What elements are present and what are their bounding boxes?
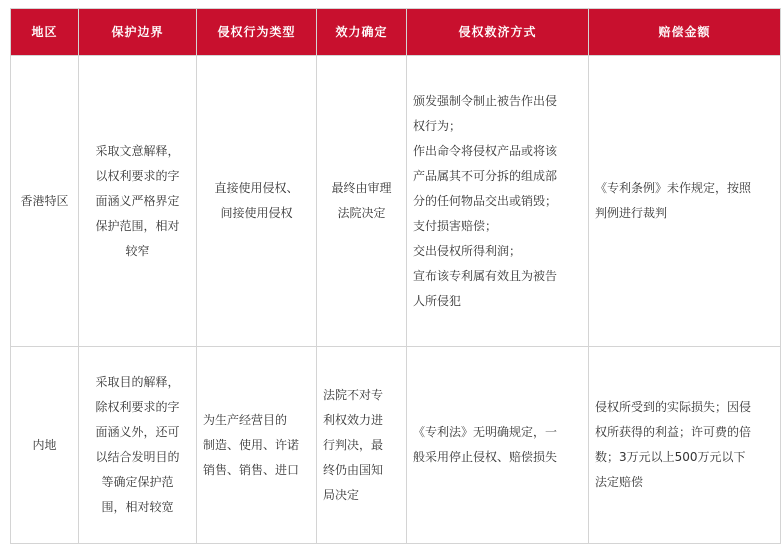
cell-line: 《专利条例》未作规定，按照 [595, 181, 752, 195]
cell-line: 局决定 [323, 487, 360, 502]
cell-line: 法院不对专 [323, 387, 384, 402]
cell-line: 权所获得的利益；许可费的倍 [595, 425, 752, 439]
cell-line: 权行为； [413, 118, 462, 133]
cell-line: 保护范围，相对 [95, 218, 180, 233]
cell-validity [317, 347, 407, 544]
cell-line: 般采用停止侵权、赔偿损失 [413, 450, 558, 464]
cell-line: 以结合发明目的 [95, 450, 180, 464]
cell-line: 支付损害赔偿； [413, 218, 498, 233]
header-boundary: 保护边界 [79, 9, 197, 56]
header-remedy: 侵权救济方式 [407, 9, 589, 56]
cell-line: 作出命令将侵权产品或将该 [413, 143, 558, 158]
header-region: 地区 [11, 9, 79, 56]
cell-line: 数；3万元以上500万元以下 [595, 450, 746, 464]
cell-line: 《专利法》无明确规定，一 [413, 425, 558, 439]
header-validity: 效力确定 [317, 9, 407, 56]
cell-line: 以权利要求的字 [95, 168, 180, 183]
cell-line: 产品属其不可分拆的组成部 [413, 168, 558, 183]
cell-remedy [407, 56, 589, 347]
cell-line: 面涵义严格界定 [95, 193, 180, 208]
cell-line: 行判决，最 [323, 437, 384, 452]
cell-boundary [79, 56, 197, 347]
cell-remedy [407, 347, 589, 544]
cell-line: 采取目的解释， [95, 375, 180, 389]
cell-line: 最终由审理 [331, 181, 392, 195]
header-infringement-type: 侵权行为类型 [197, 9, 317, 56]
cell-line: 较窄 [125, 243, 150, 258]
cell-validity [317, 56, 407, 347]
cell-line: 分的任何物品交出或销毁； [413, 193, 558, 208]
cell-boundary [79, 347, 197, 544]
cell-line: 为生产经营目的 [203, 412, 288, 427]
cell-line: 终仍由国知 [323, 462, 384, 477]
cell-line: 颁发强制令制止被告作出侵 [413, 93, 558, 108]
cell-line: 面涵义外，还可 [95, 425, 180, 439]
cell-line: 等确定保护范 [101, 475, 174, 489]
patent-comparison-table [10, 8, 781, 544]
cell-line: 侵权所受到的实际损失；因侵 [595, 400, 752, 414]
cell-compensation [589, 56, 781, 347]
cell-infringement-type [197, 56, 317, 347]
cell-infringement-type [197, 347, 317, 544]
cell-line: 间接使用侵权 [220, 206, 293, 220]
cell-line: 利权效力进 [323, 412, 384, 427]
cell-line: 直接使用侵权、 [214, 181, 299, 195]
cell-line: 采取文意解释， [95, 143, 180, 158]
patent-comparison-table-wrapper [10, 8, 781, 544]
cell-line: 法院决定 [337, 206, 386, 220]
table-row-hongkong [11, 56, 781, 347]
cell-region: 内地 [11, 347, 79, 544]
cell-line: 人所侵犯 [413, 293, 462, 308]
cell-line: 宣布该专利属有效且为被告 [413, 268, 558, 283]
cell-line: 销售、销售、进口 [203, 462, 300, 477]
cell-line: 制造、使用、许诺 [203, 437, 300, 452]
cell-line: 除权利要求的字 [95, 400, 180, 414]
cell-compensation [589, 347, 781, 544]
cell-line: 判例进行裁判 [595, 206, 668, 220]
cell-line: 法定赔偿 [595, 475, 644, 489]
table-header-row [11, 9, 781, 56]
cell-line: 围，相对较宽 [101, 500, 174, 514]
cell-line: 交出侵权所得利润； [413, 243, 522, 258]
header-compensation: 赔偿金额 [589, 9, 781, 56]
cell-region: 香港特区 [11, 56, 79, 347]
table-row-mainland [11, 347, 781, 544]
